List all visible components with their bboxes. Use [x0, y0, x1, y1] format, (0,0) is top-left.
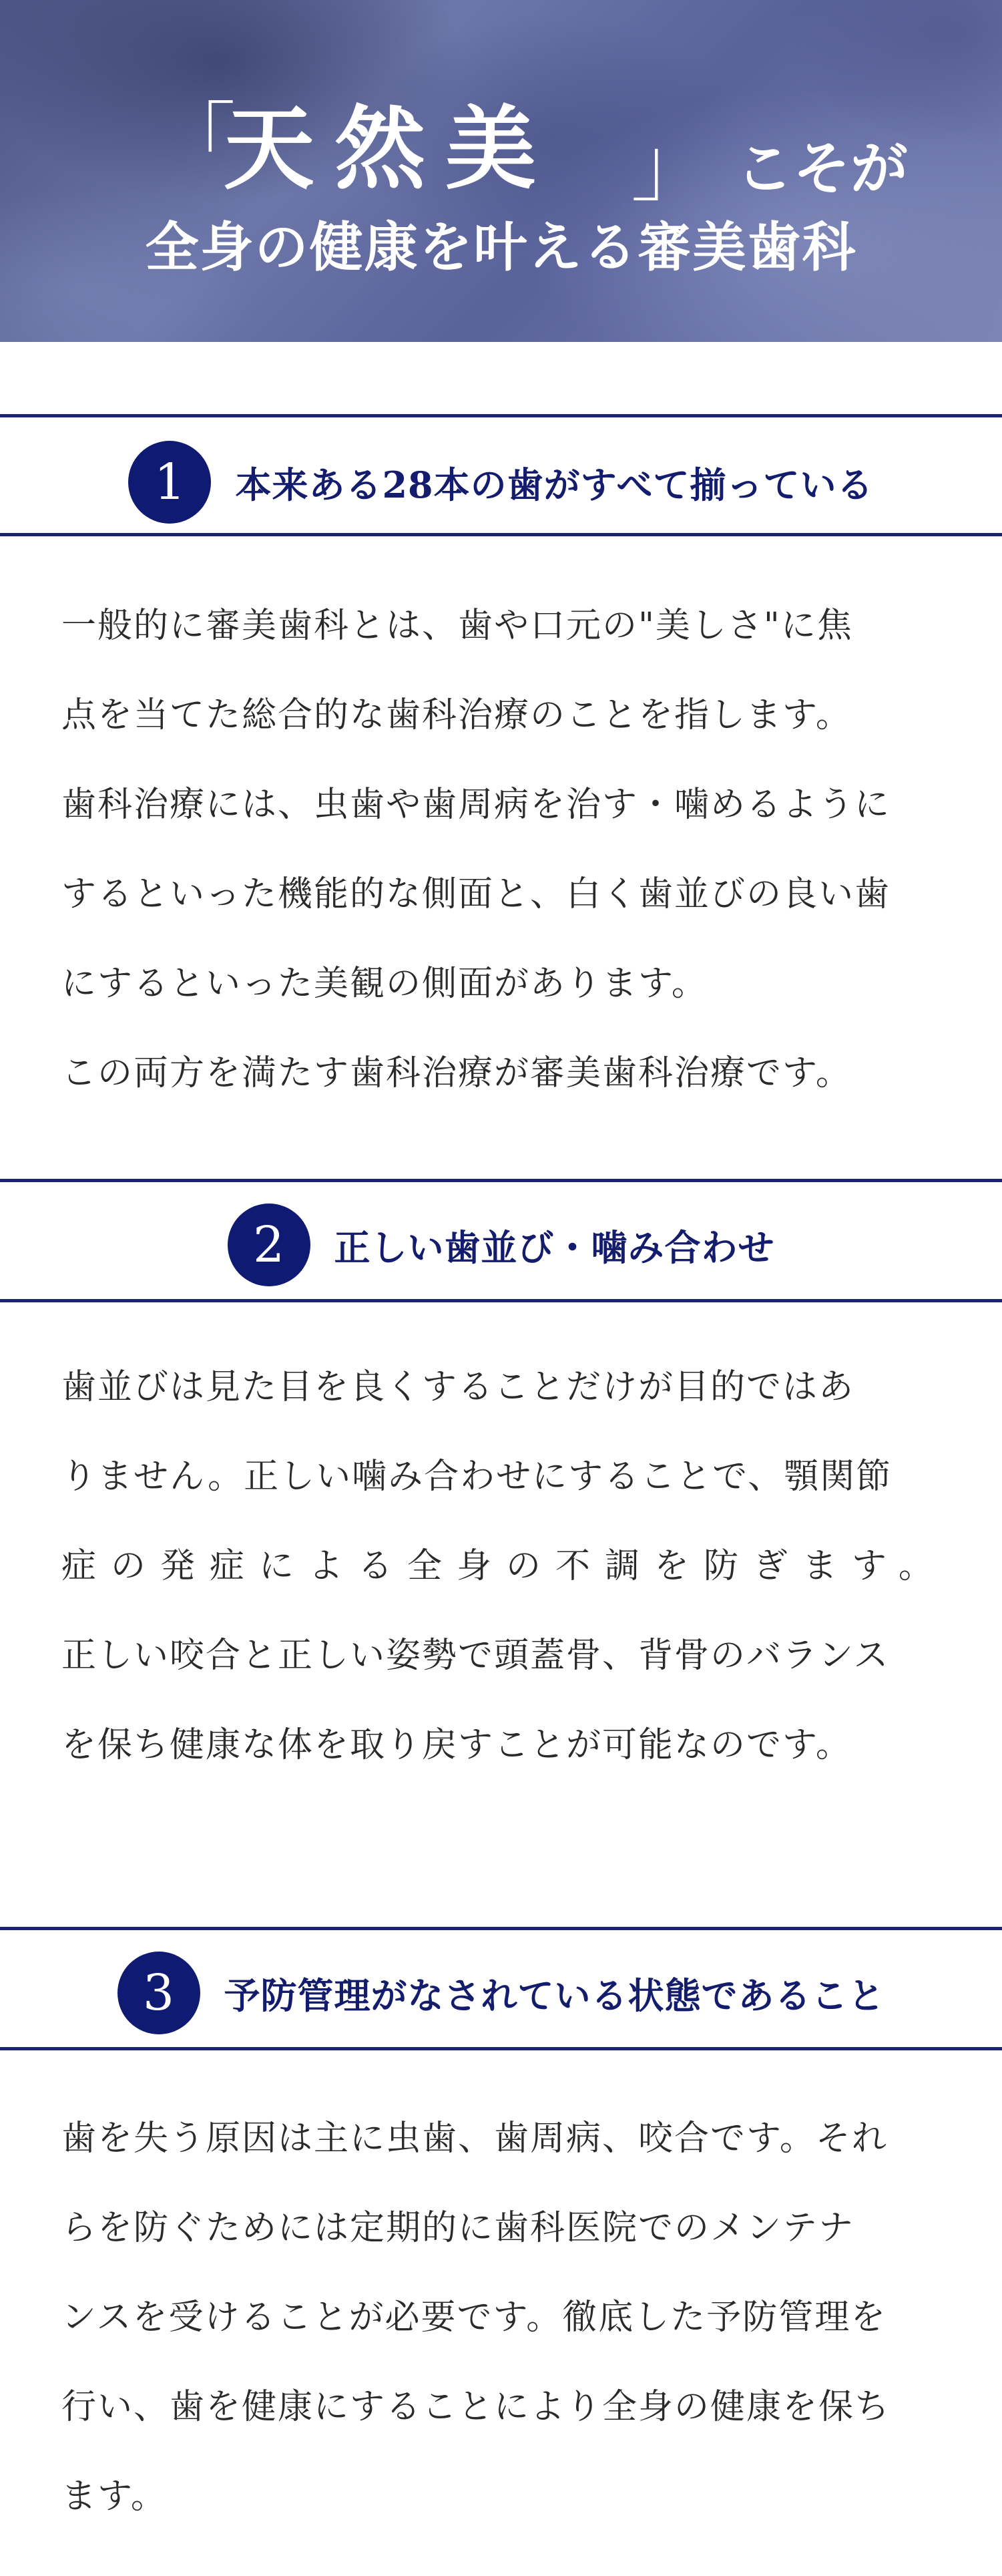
- section-2-title: 正しい歯並び・噛み合わせ: [334, 1226, 775, 1269]
- body-line: 歯を失う原因は主に虫歯、歯周病、咬合です。それ: [61, 2119, 888, 2159]
- section-1-bottom-rule: [0, 533, 1002, 536]
- body-line: ます。: [61, 2476, 167, 2517]
- section-3-top-rule: [0, 1927, 1002, 1930]
- section-1-body: [61, 581, 943, 1118]
- body-line: 行い、歯を健康にすることにより全身の健康を保ち: [61, 2387, 891, 2427]
- section-3-number-badge: 3: [117, 1952, 200, 2034]
- body-line: 症の発症による全身の不調を防ぎます。: [61, 1546, 948, 1586]
- hero-subtitle: 全身の健康を叶える審美歯科: [145, 216, 857, 279]
- hero-title-big: 天然美: [224, 96, 556, 202]
- section-3-heading: [0, 1952, 1002, 2034]
- body-line: 正しい咬合と正しい姿勢で頭蓋骨、背骨のバランス: [61, 1636, 890, 1676]
- hero-bracket-close: 」: [631, 120, 710, 212]
- section-2-top-rule: [0, 1179, 1002, 1182]
- section-3-title: 予防管理がなされている状態であること: [224, 1974, 885, 2017]
- body-line: ンスを受けることが必要です。徹底した予防管理を: [61, 2297, 887, 2338]
- section-2-body: [61, 1342, 948, 1790]
- section-3-body: [61, 2094, 943, 2541]
- body-line: にするといった美観の側面があります。: [61, 964, 708, 1004]
- body-line: らを防ぐためには定期的に歯科医院でのメンテナ: [61, 2208, 855, 2248]
- section-2-heading: [0, 1204, 1002, 1286]
- hero-title-suffix: こそが: [736, 135, 908, 202]
- hero-bracket-open: 「: [157, 94, 236, 186]
- section-2-number-badge: 2: [228, 1204, 310, 1286]
- body-line: するといった機能的な側面と、白く歯並びの良い歯: [61, 874, 891, 914]
- section-3-bottom-rule: [0, 2047, 1002, 2050]
- body-line: 歯科治療には、虫歯や歯周病を治す・噛めるように: [61, 785, 891, 825]
- body-line: 歯並びは見た目を良くすることだけが目的ではあ: [61, 1367, 855, 1407]
- body-line: を保ち健康な体を取り戻すことが可能なのです。: [61, 1725, 852, 1765]
- body-line: りません。正しい噛み合わせにすることで、顎関節: [61, 1457, 893, 1497]
- body-line: 一般的に審美歯科とは、歯や口元の"美しさ"に焦: [61, 606, 853, 646]
- body-line: この両方を満たす歯科治療が審美歯科治療です。: [61, 1053, 852, 1093]
- section-2-bottom-rule: [0, 1299, 1002, 1302]
- section-1-heading: [0, 441, 1002, 524]
- body-line: 点を当てた総合的な歯科治療のことを指します。: [61, 695, 852, 735]
- hero-banner: [0, 0, 1002, 342]
- section-1-top-rule: [0, 414, 1002, 417]
- section-1-title: 本来ある28本の歯がすべて揃っている: [235, 463, 874, 506]
- section-1-number-badge: 1: [128, 441, 211, 524]
